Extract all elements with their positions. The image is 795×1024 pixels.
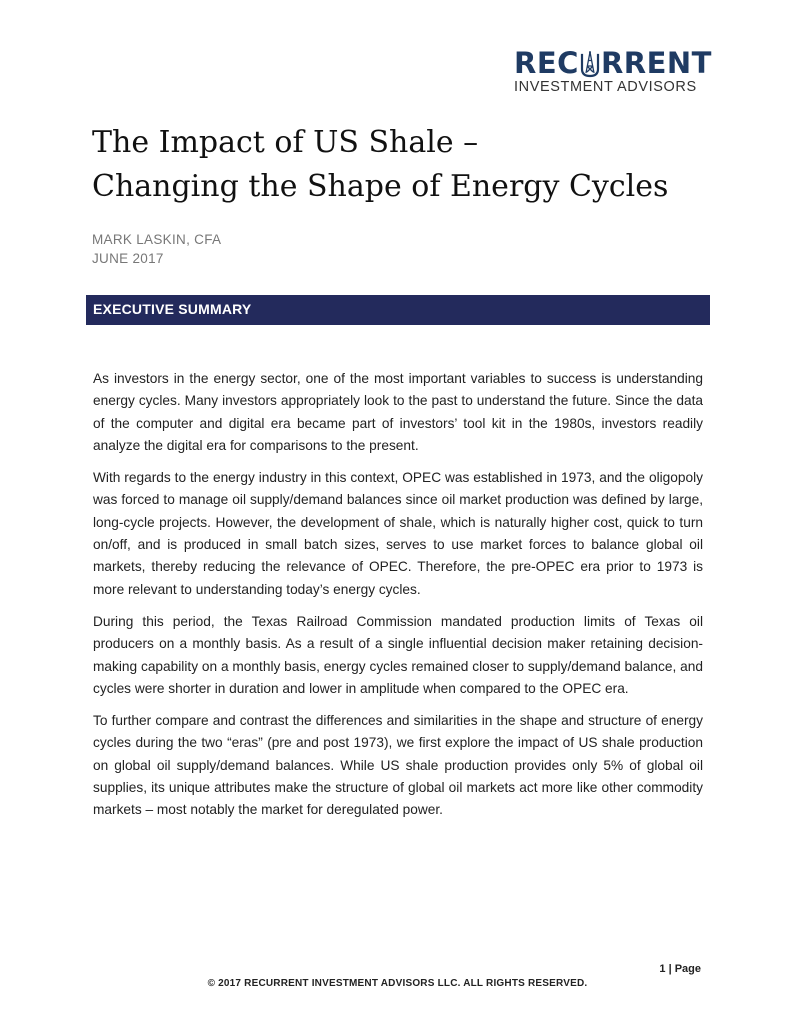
company-logo <box>514 46 712 95</box>
title-line-2: Changing the Shape of Energy Cycles <box>92 169 669 204</box>
logo-wordmark-left: REC <box>514 46 579 80</box>
logo-subtitle: INVESTMENT ADVISORS <box>514 79 697 95</box>
document-title <box>92 121 732 209</box>
paragraph: During this period, the Texas Railroad Commission mandated production limits of Texas oil producers on a monthly basis. As a result of a single influential decision maker retaining decision-making capability on a monthly basis, energy cycles remained closer to supply/demand balance, and cycles were shorter in duration and lower in amplitude when compared to the OPEC era. <box>93 613 703 696</box>
author-name: MARK LASKIN, CFA <box>92 232 222 247</box>
logo-wordmark-right: RRENT <box>600 46 712 80</box>
logo-wordmark <box>514 46 712 80</box>
paragraph: With regards to the energy industry in this context, OPEC was established in 1973, and the oligopoly was forced to manage oil supply/demand balances since oil market production was defined by large, long-cycle projects. However, the development of shale, which is naturally higher cost, quick to turn on/off, and is produced in small batch sizes, serves to use market forces to balance global oil markets, thereby reducing the relevance of OPEC. Therefore, the pre-OPEC era prior to 1973 is more relevant to understanding today’s energy cycles. <box>93 470 703 597</box>
publication-date: JUNE 2017 <box>92 251 164 266</box>
title-line-1: The Impact of US Shale – <box>92 125 479 160</box>
section-heading-banner <box>86 295 710 325</box>
paragraph: As investors in the energy sector, one of the most important variables to success is understanding energy cycles. Many investors appropriately look to the past to understand the future. Since the data of the computer and digital era became part of investors’ tool kit in the 1980s, investors readily analyze the digital era for comparisons to the present. <box>93 371 703 453</box>
section-heading: EXECUTIVE SUMMARY <box>93 301 252 317</box>
oil-derrick-icon <box>580 51 600 78</box>
paragraph: To further compare and contrast the differences and similarities in the shape and structure of energy cycles during the two “eras” (pre and post 1973), we first explore the impact of US shale production on global oil supply/demand balances. While US shale production provides only 5% of global oil supplies, its unique attributes make the structure of global oil markets act more like other commodity markets – most notably the market for deregulated power. <box>93 713 703 818</box>
author-block <box>92 230 221 268</box>
document-body <box>93 368 703 832</box>
page-number: 1 | Page <box>659 963 701 975</box>
copyright-notice: © 2017 RECURRENT INVESTMENT ADVISORS LLC. ALL RIGHTS RESERVED. <box>207 978 588 989</box>
